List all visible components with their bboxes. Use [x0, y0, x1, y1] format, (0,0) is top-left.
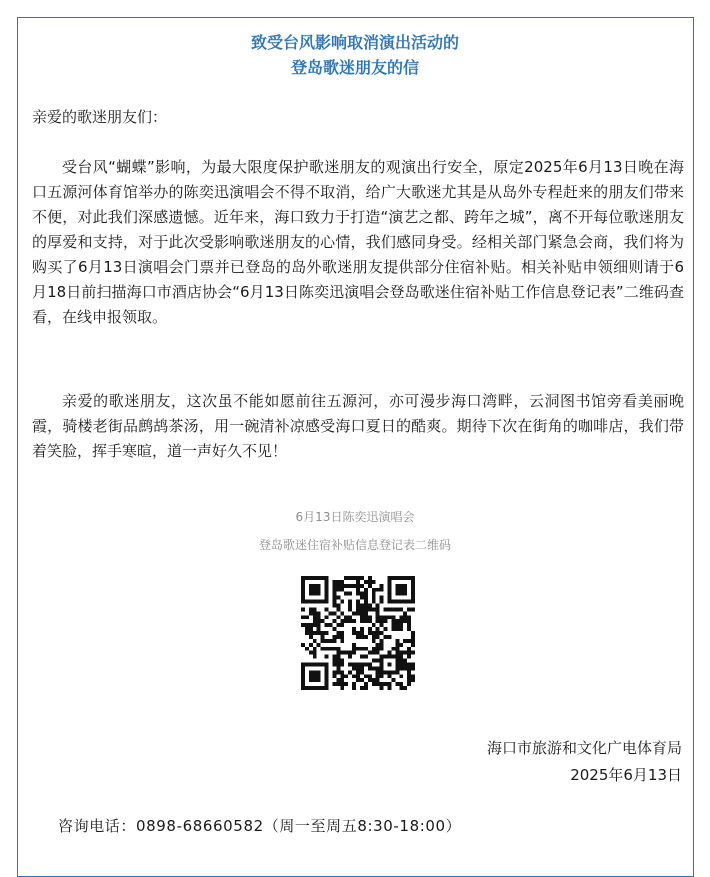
qr-caption-line2: 登岛歌迷住宿补贴信息登记表二维码 — [258, 538, 451, 552]
contact-phone: 咨询电话：0898-68660582（周一至周五8:30-18:00） — [58, 817, 462, 835]
letter-title-line1: 致受台风影响取消演出活动的 — [250, 33, 459, 52]
qr-caption-line1: 6月13日陈奕迅演唱会 — [295, 510, 415, 524]
paragraph-2: 亲爱的歌迷朋友，这次虽不能如愿前往五源河，亦可漫步海口湾畔，云洞图书馆旁看美丽晚霞，骑楼老街品鹧鸪茶汤，用一碗清补凉感受海口夏日的酷爽。期待下次在街角的咖啡店，我们带着笑脸，挥手寒暄，道一声好久不见！ — [32, 392, 684, 460]
signature-org: 海口市旅游和文化广电体育局 — [486, 739, 682, 757]
qr-code-icon[interactable] — [301, 576, 415, 690]
signature-date: 2025年6月13日 — [570, 766, 682, 784]
salutation: 亲爱的歌迷朋友们： — [32, 108, 168, 126]
letter-title-line2: 登岛歌迷朋友的信 — [290, 58, 419, 77]
paragraph-1: 受台风“蝴蝶”影响，为最大限度保护歌迷朋友的观演出行安全，原定2025年6月13日晚在海口五源河体育馆举办的陈奕迅演唱会不得不取消，给广大歌迷尤其是从岛外专程赶来的朋友们带来不便，对此我们深感遗憾。近年来，海口致力于打造“演艺之都、跨年之城”，离不开每位歌迷朋友的厚爱和支持，对于此次受影响歌迷朋友的心情，我们感同身受。经相关部门紧急会商，我们将为购买了6月13日演唱会门票并已登岛的岛外歌迷朋友提供部分住宿补贴。相关补贴申领细则请于6月18日前扫描海口市酒店协会“6月13日陈奕迅演唱会登岛歌迷住宿补贴工作信息登记表”二维码查看，在线申报领取。 — [32, 158, 684, 326]
